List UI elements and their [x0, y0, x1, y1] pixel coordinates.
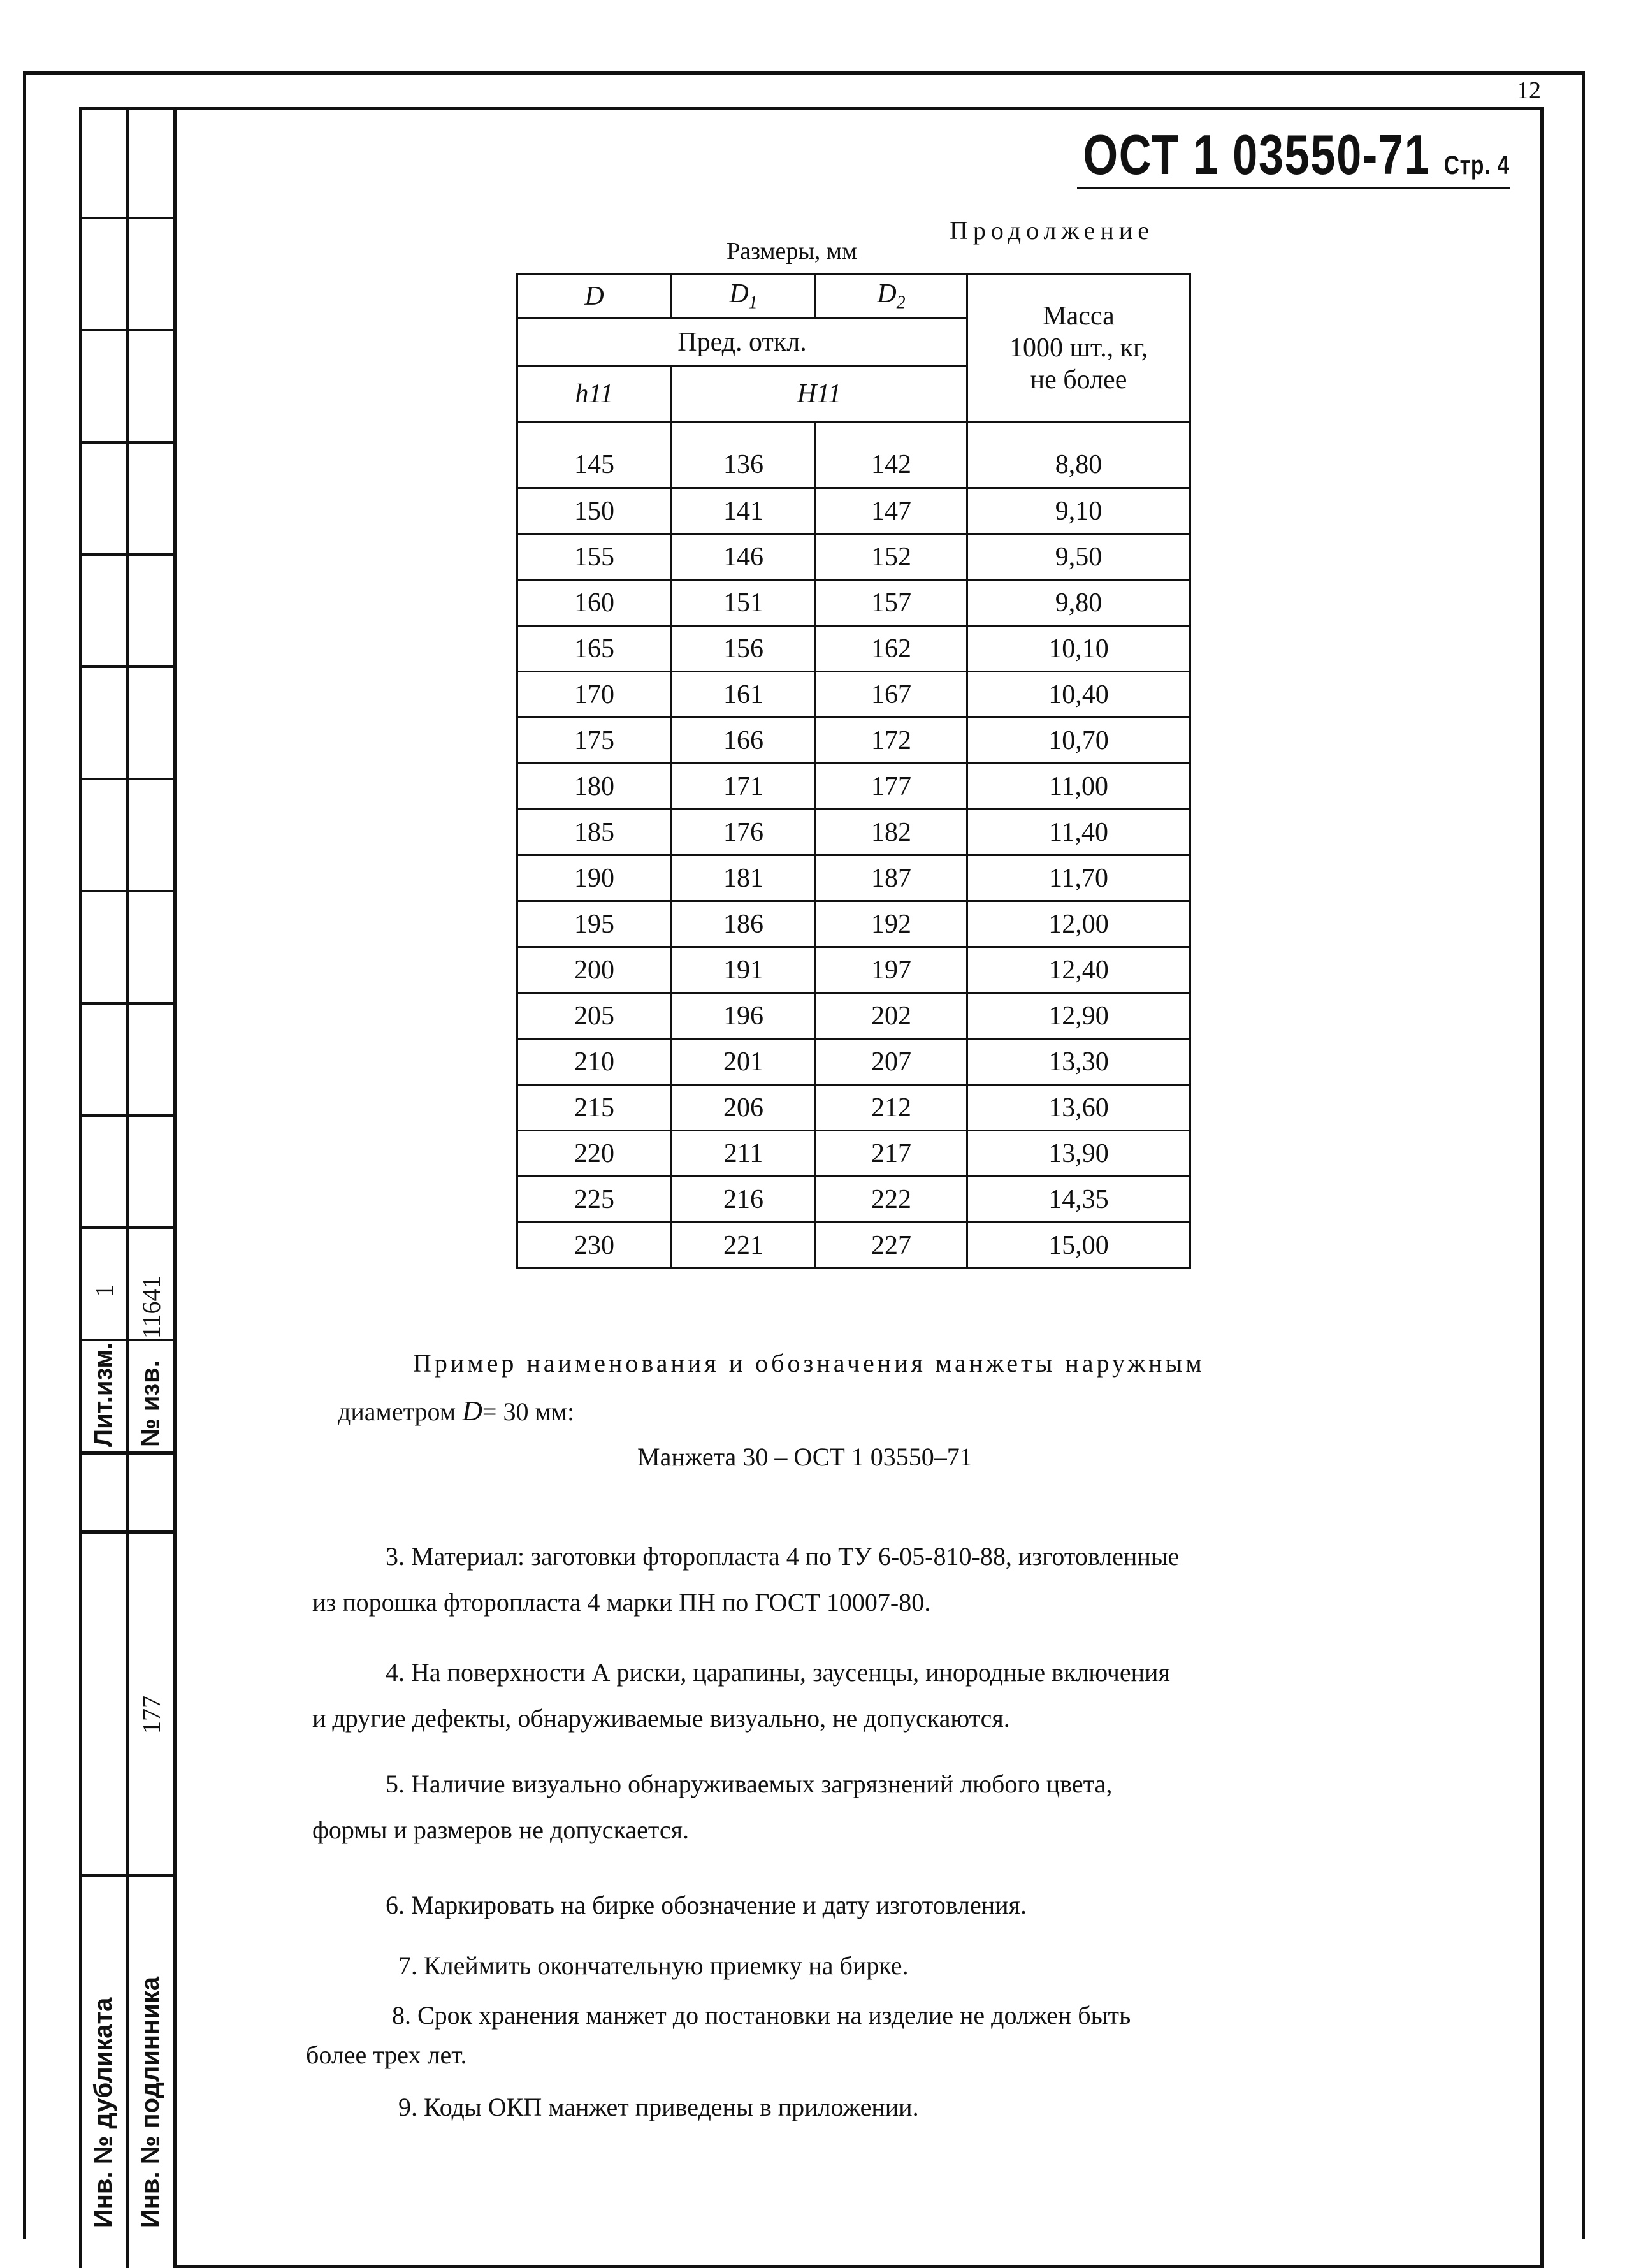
- cell-mass: 10,70: [967, 718, 1190, 764]
- header-tol-d12: H11: [672, 366, 967, 422]
- cell-d1: 211: [672, 1131, 816, 1177]
- cell-d: 170: [517, 672, 672, 718]
- cell-d: 190: [517, 855, 672, 901]
- cell-d2: 187: [816, 855, 967, 901]
- header-tol-d: h11: [517, 366, 672, 422]
- note-3-line-2: из порошка фторопласта 4 марки ПН по ГОСТ 10007-80.: [312, 1588, 931, 1617]
- cell-mass: 12,40: [967, 947, 1190, 993]
- cell-mass: 12,00: [967, 901, 1190, 947]
- table-row: [517, 1039, 1190, 1085]
- cell-mass: 13,90: [967, 1131, 1190, 1177]
- table-row: [517, 1131, 1190, 1177]
- cell-d2: 147: [816, 488, 967, 534]
- note-9: 9. Коды ОКП манжет приведены в приложении.: [398, 2093, 919, 2121]
- cell-mass: 15,00: [967, 1223, 1190, 1268]
- cell-d: 150: [517, 488, 672, 534]
- outer-frame-right: [1582, 71, 1585, 2239]
- cell-d: 175: [517, 718, 672, 764]
- cell-d2: 192: [816, 901, 967, 947]
- note-5-line-1: 5. Наличие визуально обнаруживаемых загрязнений любого цвета,: [386, 1770, 1113, 1798]
- note-4-line-2: и другие дефекты, обнаруживаемые визуально, не допускаются.: [312, 1704, 1010, 1733]
- example-designation: Манжета 30 – ОСТ 1 03550–71: [637, 1443, 972, 1471]
- cell-d1: 161: [672, 672, 816, 718]
- cell-d: 215: [517, 1085, 672, 1131]
- cell-d1: 136: [672, 422, 816, 488]
- page-label: Стр. 4: [1443, 150, 1510, 180]
- cell-mass: 13,60: [967, 1085, 1190, 1131]
- cell-d1: 176: [672, 810, 816, 855]
- cell-d2: 212: [816, 1085, 967, 1131]
- cell-d2: 217: [816, 1131, 967, 1177]
- table-row: [517, 1177, 1190, 1223]
- cell-d: 185: [517, 810, 672, 855]
- table-row: [517, 718, 1190, 764]
- cell-d: 180: [517, 764, 672, 810]
- example-line-1: Пример наименования и обозначения манжеты наружным: [413, 1349, 1205, 1378]
- table-body: [517, 422, 1190, 1268]
- cell-d1: 201: [672, 1039, 816, 1085]
- side-strip-top: [79, 107, 177, 110]
- cell-d1: 221: [672, 1223, 816, 1268]
- table-row: [517, 993, 1190, 1039]
- side-strip-section-divider: [79, 1451, 177, 1455]
- lit-izm-value: 1: [90, 1284, 119, 1297]
- note-7: 7. Клеймить окончательную приемку на бирке.: [398, 1951, 909, 1980]
- cell-d: 225: [517, 1177, 672, 1223]
- cell-d2: 177: [816, 764, 967, 810]
- page-number: 12: [1517, 77, 1541, 104]
- cell-d1: 151: [672, 580, 816, 626]
- table-row: [517, 672, 1190, 718]
- cell-d1: 156: [672, 626, 816, 672]
- cell-d2: 202: [816, 993, 967, 1039]
- side-strip-cell-divider: [79, 1226, 177, 1229]
- inv-podl-label: Инв. № подлинника: [136, 1976, 164, 2228]
- header-mass: Масса 1000 шт., кг, не более: [967, 274, 1190, 422]
- cell-d1: 216: [672, 1177, 816, 1223]
- cell-d2: 152: [816, 534, 967, 580]
- cell-d: 160: [517, 580, 672, 626]
- cell-mass: 14,35: [967, 1177, 1190, 1223]
- table-row: [517, 901, 1190, 947]
- cell-mass: 10,10: [967, 626, 1190, 672]
- cell-d: 230: [517, 1223, 672, 1268]
- cell-d1: 171: [672, 764, 816, 810]
- table-row: [517, 580, 1190, 626]
- cell-mass: 11,70: [967, 855, 1190, 901]
- header-d2: $D_2$: [816, 274, 967, 319]
- side-strip-cell-divider: [79, 890, 177, 892]
- cell-d2: 207: [816, 1039, 967, 1085]
- inv-dubl-label: Инв. № дубликата: [89, 1997, 117, 2228]
- note-4-line-1: 4. На поверхности А риски, царапины, заусенцы, инородные включения: [386, 1658, 1170, 1687]
- outer-frame-left: [23, 71, 26, 2239]
- cell-d: 220: [517, 1131, 672, 1177]
- cell-d: 200: [517, 947, 672, 993]
- note-6: 6. Маркировать на бирке обозначение и дату изготовления.: [386, 1891, 1027, 1919]
- cell-mass: 11,40: [967, 810, 1190, 855]
- cell-mass: 9,10: [967, 488, 1190, 534]
- cell-d: 210: [517, 1039, 672, 1085]
- cell-mass: 9,80: [967, 580, 1190, 626]
- continuation-label: Продолжение: [950, 216, 1154, 245]
- header-tolerance: Пред. откл.: [517, 319, 967, 366]
- cell-d2: 182: [816, 810, 967, 855]
- table-row: [517, 1223, 1190, 1268]
- cell-d2: 157: [816, 580, 967, 626]
- document-code-text: ОСТ 1 03550-71: [1083, 123, 1431, 186]
- side-strip-cell-divider: [79, 1339, 177, 1341]
- side-strip-cell-divider: [79, 553, 177, 556]
- note-5-line-2: формы и размеров не допускается.: [312, 1815, 689, 1844]
- cell-d1: 166: [672, 718, 816, 764]
- cell-d1: 141: [672, 488, 816, 534]
- table-row: [517, 810, 1190, 855]
- sizes-caption: Размеры, мм: [727, 238, 858, 265]
- cell-mass: 12,90: [967, 993, 1190, 1039]
- cell-d: 155: [517, 534, 672, 580]
- document-code: [1083, 122, 1510, 187]
- cell-d: 145: [517, 422, 672, 488]
- side-strip-cell-divider: [79, 665, 177, 668]
- table-row: [517, 855, 1190, 901]
- side-strip-cell-divider: [79, 1114, 177, 1117]
- side-strip-cell-divider: [79, 441, 177, 444]
- cell-d2: 142: [816, 422, 967, 488]
- cell-d1: 191: [672, 947, 816, 993]
- no-izv-label: № изв.: [136, 1360, 164, 1447]
- table-row: [517, 947, 1190, 993]
- cell-mass: 11,00: [967, 764, 1190, 810]
- table-row: [517, 764, 1190, 810]
- side-strip-cell-divider: [79, 778, 177, 780]
- header-d: D: [517, 274, 672, 319]
- cell-d1: 206: [672, 1085, 816, 1131]
- side-strip-cell-divider: [79, 217, 177, 219]
- cell-d2: 167: [816, 672, 967, 718]
- inv-podl-value: 177: [137, 1696, 166, 1734]
- example-line-2: диаметром D= 30 мм:: [338, 1395, 575, 1427]
- cell-d1: 181: [672, 855, 816, 901]
- note-3-line-1: 3. Материал: заготовки фторопласта 4 по ТУ 6-05-810-88, изготовленные: [386, 1542, 1180, 1571]
- cell-d: 205: [517, 993, 672, 1039]
- table-row: [517, 422, 1190, 488]
- table-row: [517, 534, 1190, 580]
- side-strip-line-1: [79, 107, 82, 2268]
- header-underline: [1077, 187, 1510, 189]
- side-strip-cell-divider: [79, 329, 177, 331]
- table-row: [517, 626, 1190, 672]
- outer-frame-top: [23, 71, 1584, 75]
- dimensions-table: [516, 273, 1191, 1269]
- side-strip-line-2: [126, 107, 129, 2268]
- cell-d1: 196: [672, 993, 816, 1039]
- note-8-line-2: более трех лет.: [306, 2040, 467, 2069]
- cell-d2: 197: [816, 947, 967, 993]
- cell-d: 165: [517, 626, 672, 672]
- cell-d1: 186: [672, 901, 816, 947]
- header-d1: $D_1$: [672, 274, 816, 319]
- no-izv-value: 11641: [137, 1276, 166, 1339]
- table-row: [517, 1085, 1190, 1131]
- cell-d1: 146: [672, 534, 816, 580]
- side-strip-section-divider: [79, 1530, 177, 1534]
- cell-mass: 8,80: [967, 422, 1190, 488]
- note-8-line-1: 8. Срок хранения манжет до постановки на изделие не должен быть: [392, 2001, 1131, 2030]
- cell-mass: 9,50: [967, 534, 1190, 580]
- table-row: [517, 488, 1190, 534]
- cell-d2: 222: [816, 1177, 967, 1223]
- side-strip-cell-divider: [79, 1002, 177, 1005]
- cell-d2: 172: [816, 718, 967, 764]
- cell-mass: 10,40: [967, 672, 1190, 718]
- lit-izm-label: Лит.изм.: [89, 1342, 117, 1447]
- cell-d2: 227: [816, 1223, 967, 1268]
- cell-d2: 162: [816, 626, 967, 672]
- side-strip-cell-divider: [79, 1874, 177, 1877]
- cell-d: 195: [517, 901, 672, 947]
- cell-mass: 13,30: [967, 1039, 1190, 1085]
